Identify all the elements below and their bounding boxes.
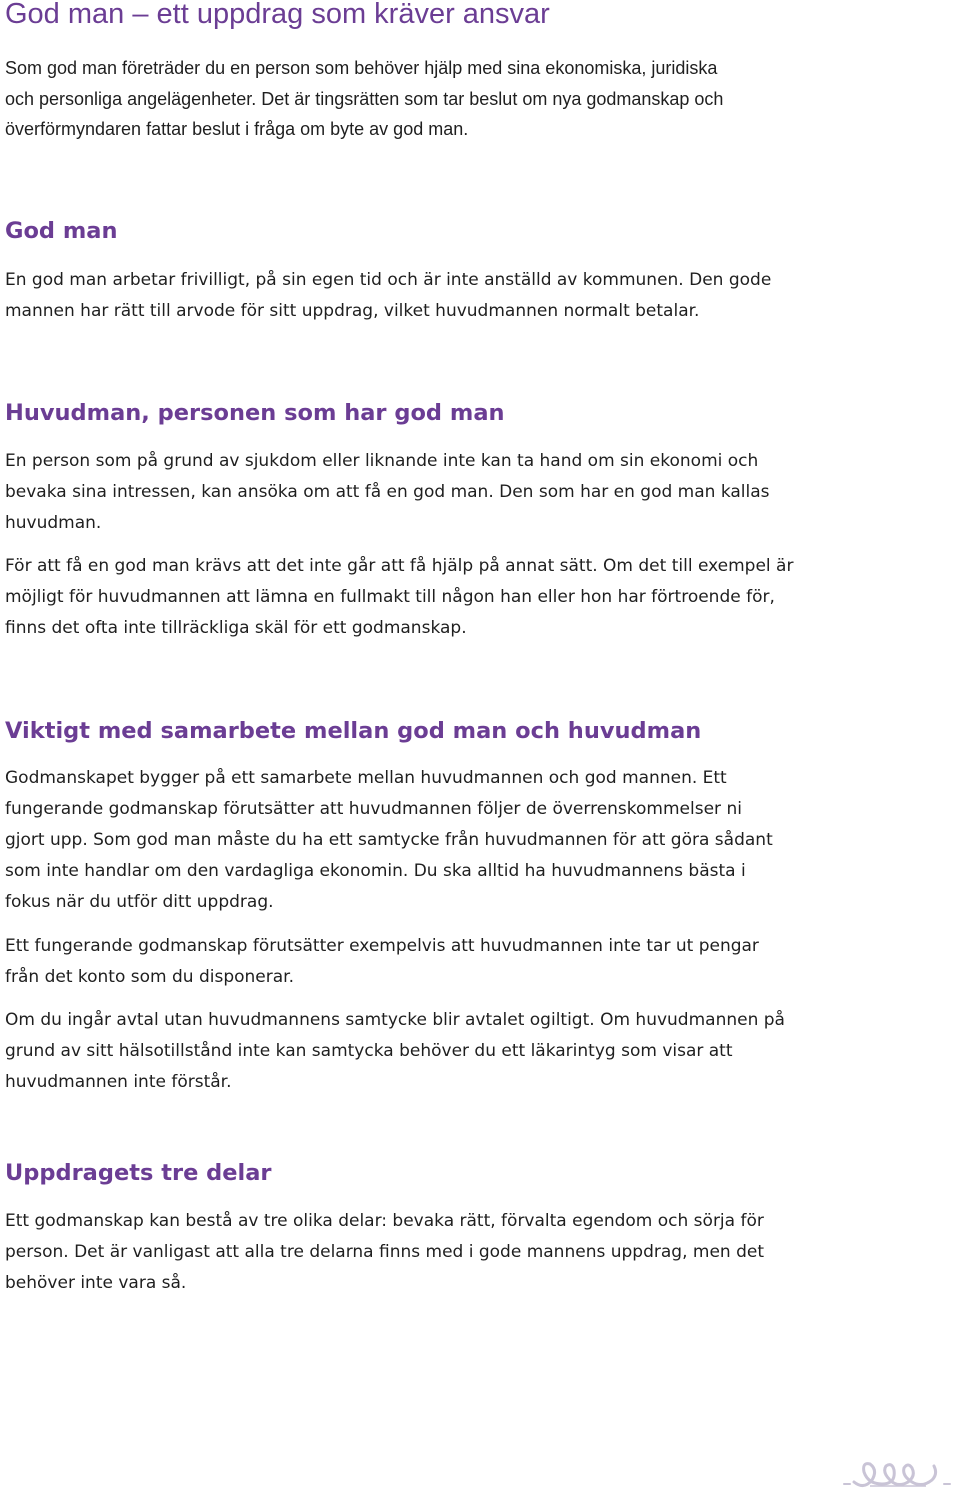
paragraph-line: person. Det är vanligast att alla tre delarna finns med i gode mannens uppdrag, men det: [5, 1242, 764, 1262]
paragraph-line: mannen har rätt till arvode för sitt uppdrag, vilket huvudmannen normalt betalar.: [5, 301, 700, 321]
paragraph-line: För att få en god man krävs att det inte går att få hjälp på annat sätt. Om det till exempel är: [5, 556, 794, 576]
paragraph-line: En god man arbetar frivilligt, på sin egen tid och är inte anställd av kommunen. Den gode: [5, 270, 772, 290]
heading-god-man: God man: [5, 218, 118, 244]
paragraph-line: En person som på grund av sjukdom eller liknande inte kan ta hand om sin ekonomi och: [5, 451, 759, 471]
paragraph-line: bevaka sina intressen, kan ansöka om att få en god man. Den som har en god man kallas: [5, 482, 770, 502]
paragraph-line: grund av sitt hälsotillstånd inte kan samtycka behöver du ett läkarintyg som visar att: [5, 1041, 733, 1061]
paragraph-line: Ett fungerande godmanskap förutsätter exempelvis att huvudmannen inte tar ut pengar: [5, 936, 759, 956]
god-man-paragraph: [5, 265, 771, 327]
paragraph-line: Ett godmanskap kan bestå av tre olika delar: bevaka rätt, förvalta egendom och sörja för: [5, 1211, 764, 1231]
uppdraget-paragraph: [5, 1206, 764, 1299]
paragraph-line: fungerande godmanskap förutsätter att huvudmannen följer de överrenskommelser ni: [5, 799, 742, 819]
paragraph-line: från det konto som du disponerar.: [5, 967, 294, 987]
paragraph-line: finns det ofta inte tillräckliga skäl för ett godmanskap.: [5, 618, 467, 638]
samarbete-paragraph-2: [5, 931, 759, 993]
huvudman-paragraph-1: [5, 446, 770, 539]
intro-line: Som god man företräder du en person som behöver hjälp med sina ekonomiska, juridiska: [5, 58, 718, 78]
paragraph-line: Om du ingår avtal utan huvudmannens samtycke blir avtalet ogiltigt. Om huvudmannen på: [5, 1010, 785, 1030]
samarbete-paragraph-3: [5, 1005, 785, 1098]
intro-line: och personliga angelägenheter. Det är tingsrätten som tar beslut om nya godmanskap och: [5, 88, 724, 109]
paragraph-line: möjligt för huvudmannen att lämna en fullmakt till någon han eller hon har förtroende för,: [5, 587, 775, 607]
paragraph-line: fokus när du utför ditt uppdrag.: [5, 892, 274, 912]
page-title: God man – ett uppdrag som kräver ansvar: [5, 0, 550, 30]
heading-samarbete: Viktigt med samarbete mellan god man och huvudman: [5, 718, 702, 744]
paragraph-line: som inte handlar om den vardagliga ekonomin. Du ska alltid ha huvudmannens bästa i: [5, 861, 746, 881]
intro-line: överförmyndaren fattar beslut i fråga om byte av god man.: [5, 119, 469, 139]
watermark-logo-icon: [842, 1456, 952, 1492]
huvudman-paragraph-2: [5, 551, 793, 644]
paragraph-line: huvudmannen inte förstår.: [5, 1072, 232, 1092]
heading-huvudman: Huvudman, personen som har god man: [5, 400, 505, 426]
paragraph-line: huvudman.: [5, 513, 102, 533]
intro-paragraph: [5, 53, 855, 145]
paragraph-line: gjort upp. Som god man måste du ha ett samtycke från huvudmannen för att göra sådant: [5, 830, 773, 850]
paragraph-line: Godmanskapet bygger på ett samarbete mellan huvudmannen och god mannen. Ett: [5, 768, 727, 788]
paragraph-line: behöver inte vara så.: [5, 1273, 187, 1293]
heading-uppdragets-tre-delar: Uppdragets tre delar: [5, 1160, 272, 1186]
samarbete-paragraph-1: [5, 763, 773, 918]
